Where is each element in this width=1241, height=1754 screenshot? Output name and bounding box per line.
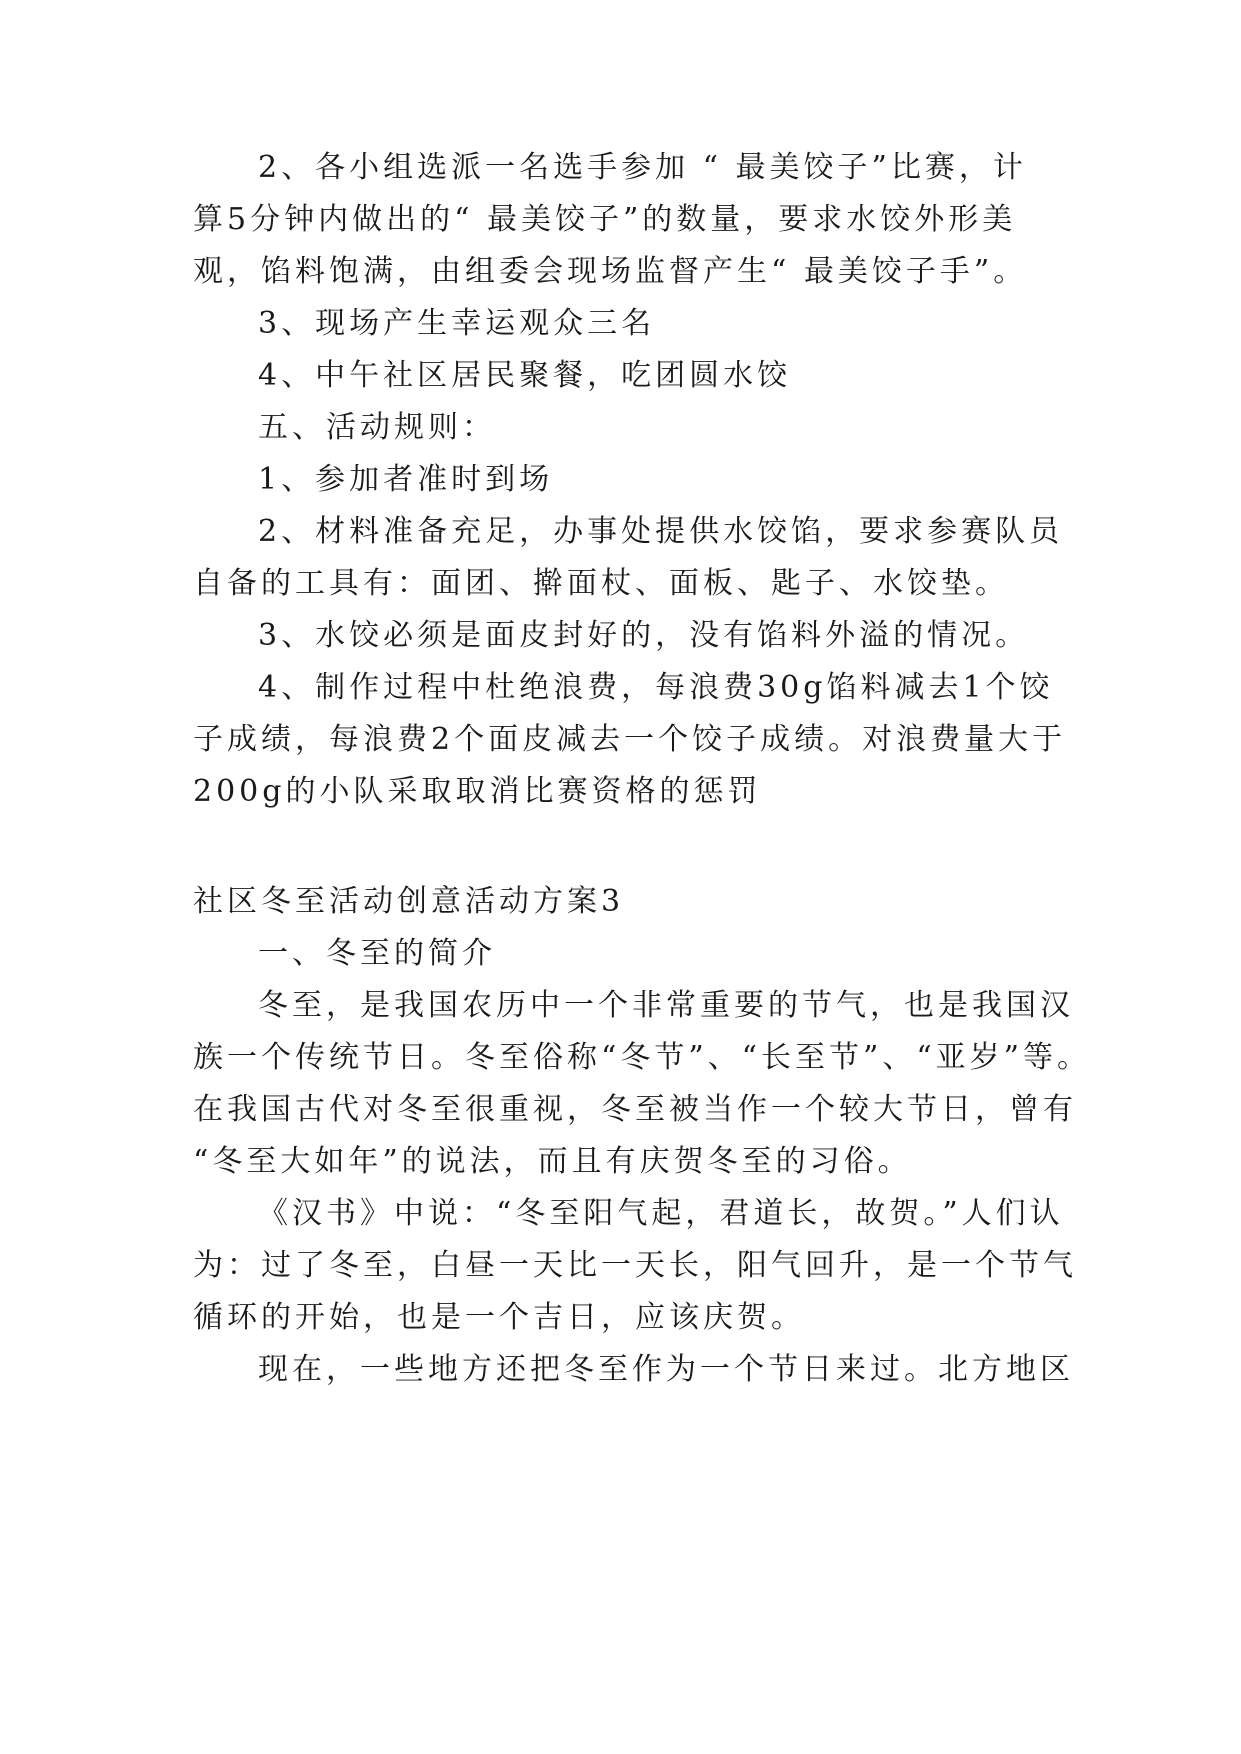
paragraph-line: 观，馅料饱满，由组委会现场监督产生“ 最美饺子手”。 (193, 254, 1028, 289)
paragraph-line: 子成绩，每浪费2个面皮减去一个饺子成绩。对浪费量大于 (193, 722, 1067, 757)
paragraph-line: 在我国古代对冬至很重视，冬至被当作一个较大节日，曾有 (193, 1092, 1077, 1127)
list-item: 1、参加者准时到场 (258, 462, 554, 497)
section-heading: 五、活动规则： (258, 410, 496, 445)
list-item: 3、现场产生幸运观众三名 (258, 306, 656, 341)
paragraph-line: 为：过了冬至，白昼一天比一天长，阳气回升，是一个节气 (193, 1248, 1077, 1283)
paragraph-line: 4、制作过程中杜绝浪费，每浪费30g馅料减去1个饺 (258, 670, 1054, 705)
paragraph-line: “冬至大如年”的说法，而且有庆贺冬至的习俗。 (193, 1144, 912, 1179)
paragraph-line: 算5分钟内做出的“ 最美饺子”的数量，要求水饺外形美 (193, 202, 1017, 237)
paragraph-line: 《汉书》中说：“冬至阳气起，君道长，故贺。”人们认 (258, 1196, 1064, 1231)
document-title: 社区冬至活动创意活动方案3 (193, 884, 625, 919)
paragraph-line: 2、各小组选派一名选手参加 “ 最美饺子”比赛，计 (258, 150, 1027, 185)
paragraph-line: 循环的开始，也是一个吉日，应该庆贺。 (193, 1300, 805, 1335)
paragraph-line: 2、材料准备充足，办事处提供水饺馅，要求参赛队员 (258, 514, 1064, 549)
list-item: 4、中午社区居民聚餐，吃团圆水饺 (258, 358, 792, 393)
paragraph-line: 族一个传统节日。冬至俗称“冬节”、“长至节”、“亚岁”等。 (193, 1040, 1092, 1075)
paragraph-line: 冬至，是我国农历中一个非常重要的节气，也是我国汉 (258, 988, 1074, 1023)
paragraph-line: 现在，一些地方还把冬至作为一个节日来过。北方地区 (258, 1352, 1074, 1387)
section-heading: 一、冬至的简介 (258, 936, 496, 971)
paragraph-line: 自备的工具有：面团、擀面杖、面板、匙子、水饺垫。 (193, 566, 1009, 601)
list-item: 3、水饺必须是面皮封好的，没有馅料外溢的情况。 (258, 618, 1030, 653)
paragraph-line: 200g的小队采取取消比赛资格的惩罚 (193, 774, 762, 809)
